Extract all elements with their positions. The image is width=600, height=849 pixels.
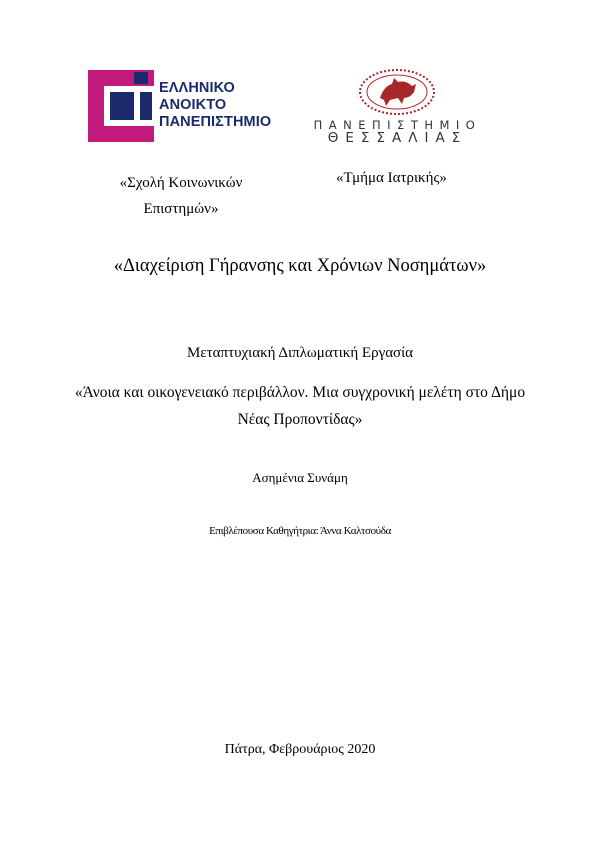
uth-logo (300, 66, 495, 148)
author-name: Ασημένια Συνάμη (252, 470, 348, 485)
supervisor: Επιβλέπουσα Καθηγήτρια: Άννα Καλτσούδα (209, 525, 391, 537)
eap-logo-text (159, 80, 271, 131)
department-name: «Τμήμα Ιατρικής» (336, 170, 447, 186)
thesis-type: Μεταπτυχιακή Διπλωματική Εργασία (186, 345, 414, 361)
eap-logo (88, 70, 278, 142)
uth-logo-line-2: ΘΕΣΣΑΛΙΑΣ (327, 130, 468, 146)
uth-logo-line-1: ΠΑΝΕΠΙΣΤΗΜΙΟ (313, 118, 482, 132)
uth-seal-icon (358, 68, 436, 116)
eap-logo-line-1: ΕΛΛΗΝΙΚΟ (159, 80, 235, 96)
eap-logo-mark-icon (88, 70, 154, 142)
place-date: Πάτρα, Φεβρουάριος 2020 (224, 742, 376, 757)
eap-logo-line-3: ΠΑΝΕΠΙΣΤΗΜΙΟ (159, 114, 272, 130)
thesis-title: «Άνοια και οικογενειακό περιβάλλον. Μια συγχρονική μελέτη στο Δήμο Νέας Προποντίδας» (74, 384, 526, 428)
programme-title: «Διαχείριση Γήρανσης και Χρόνιων Νοσημάτων» (113, 256, 487, 276)
school-name: «Σχολή Κοινωνικών Επιστημών» (119, 175, 243, 217)
eap-logo-line-2: ΑΝΟΙΚΤΟ (159, 97, 227, 113)
